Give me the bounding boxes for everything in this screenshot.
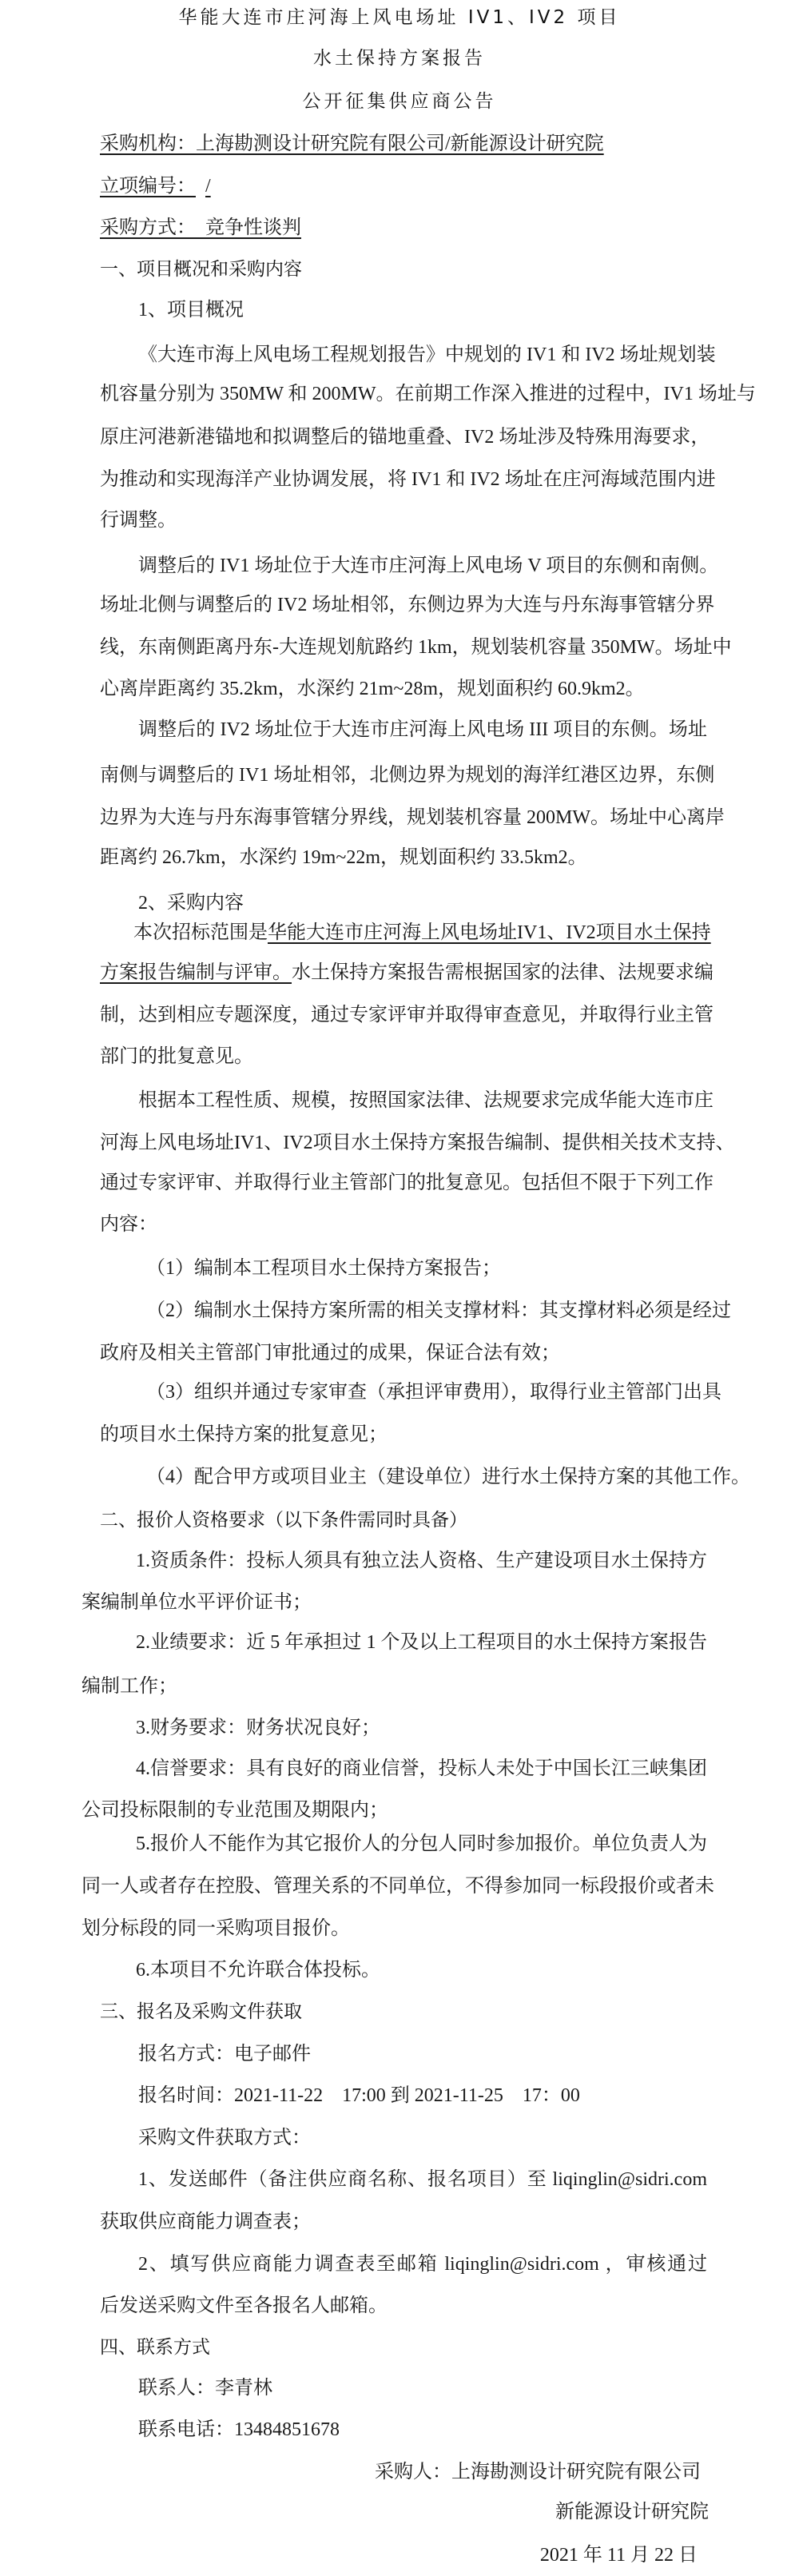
signature-date: 2021 年 11 月 22 日 <box>539 2545 698 2566</box>
paragraph-line: 原庄河港新港锚地和拟调整后的锚地重叠、IV2 场址涉及特殊用海要求， <box>100 427 710 448</box>
requirement-5-cont: 划分标段的同一采购项目报价。 <box>81 1918 350 1939</box>
work-item-2: （2）编制水土保持方案所需的相关支撑材料：其支撑材料必须是经过 <box>146 1300 731 1321</box>
purchaser-signature: 采购人：上海勘测设计研究院有限公司 <box>375 2462 701 2482</box>
work-item-1: （1）编制本工程项目水土保持方案报告； <box>146 1258 501 1279</box>
scope-line-2 <box>100 952 714 993</box>
paragraph-line: 调整后的 IV1 场址位于大连市庄河海上风电场 V 项目的东侧和南侧。 <box>138 555 719 576</box>
requirement-4: 4.信誉要求：具有良好的商业信誉，投标人未处于中国长江三峡集团 <box>136 1758 707 1779</box>
requirement-5: 5.报价人不能作为其它报价人的分包人同时参加报价。单位负责人为 <box>136 1833 707 1854</box>
requirement-1-cont: 案编制单位水平评价证书； <box>81 1592 312 1613</box>
step-1: 1、发送邮件（备注供应商名称、报名项目）至 liqinglin@sidri.com <box>138 2169 707 2190</box>
requirement-5-cont: 同一人或者存在控股、管理关系的不同单位，不得参加同一标段报价或者未 <box>81 1876 714 1897</box>
paragraph-line: 线，东南侧距离丹东-大连规划航路约 1km，规划装机容量 350MW。场址中 <box>100 637 732 658</box>
doc-title-line-2: 水土保持方案报告 <box>313 48 486 69</box>
project-number-label: 立项编号： <box>100 176 196 197</box>
paragraph-line: 行调整。 <box>100 510 177 531</box>
paragraph-line: 部门的批复意见。 <box>100 1046 253 1067</box>
requirement-1: 1.资质条件：投标人须具有独立法人资格、生产建设项目水土保持方 <box>136 1551 707 1571</box>
work-item-3-cont: 的项目水土保持方案的批复意见； <box>100 1424 388 1445</box>
signup-time: 报名时间：2021-11-22 17:00 到 2021-11-25 17：00 <box>138 2085 580 2106</box>
paragraph-line: 《大连市海上风电场工程规划报告》中规划的 IV1 和 IV2 场址规划装 <box>138 344 716 365</box>
scope-line-1 <box>133 912 711 954</box>
requirement-3: 3.财务要求：财务状况良好； <box>136 1718 380 1738</box>
section-heading-4: 四、联系方式 <box>100 2337 210 2358</box>
step-2-cont: 后发送采购文件至各报名人邮箱。 <box>100 2295 388 2316</box>
scope-prefix: 本次招标范围是 <box>133 922 268 943</box>
requirement-2: 2.业绩要求：近 5 年承担过 1 个及以上工程项目的水土保持方案报告 <box>136 1632 707 1653</box>
requirement-4-cont: 公司投标限制的专业范围及期限内； <box>81 1800 388 1821</box>
procurement-method-value: 竞争性谈判 <box>205 217 301 238</box>
procurement-method-label: 采购方式： <box>100 217 196 238</box>
doc-method-label: 采购文件获取方式： <box>138 2128 311 2148</box>
doc-title-line-3: 公开征集供应商公告 <box>302 91 497 112</box>
step-2: 2、填写供应商能力调查表至邮箱 liqinglin@sidri.com ，审核通过 <box>138 2254 707 2275</box>
paragraph-line: 调整后的 IV2 场址位于大连市庄河海上风电场 III 项目的东侧。场址 <box>138 719 707 740</box>
subheading-procurement-content: 2、采购内容 <box>138 893 244 914</box>
procurement-method <box>100 207 301 249</box>
work-item-4: （4）配合甲方或项目业主（建设单位）进行水土保持方案的其他工作。 <box>146 1467 750 1487</box>
paragraph-line: 场址北侧与调整后的 IV2 场址相邻，东侧边界为大连与丹东海事管辖分界 <box>100 595 715 615</box>
work-item-2-cont: 政府及相关主管部门审批通过的成果，保证合法有效； <box>100 1343 560 1364</box>
scope-underlined: 华能大连市庄河海上风电场址IV1、IV2项目水土保持 <box>268 922 711 943</box>
project-number-value: / <box>205 176 211 197</box>
contact-phone: 联系电话：13484851678 <box>138 2419 340 2440</box>
procurement-agency-label: 采购机构： <box>100 133 196 154</box>
subheading-project-overview: 1、项目概况 <box>138 300 244 321</box>
step-1-cont: 获取供应商能力调查表； <box>100 2212 311 2232</box>
paragraph-line: 内容： <box>100 1214 157 1235</box>
section-heading-1: 一、项目概况和采购内容 <box>100 259 302 280</box>
paragraph-line: 机容量分别为 350MW 和 200MW。在前期工作深入推进的过程中，IV1 场址与 <box>100 384 756 404</box>
paragraph-line: 为推动和实现海洋产业协调发展，将 IV1 和 IV2 场址在庄河海域范围内进 <box>100 469 716 490</box>
paragraph-line: 距离约 26.7km，水深约 19m~22m，规划面积约 33.5km2。 <box>100 847 587 868</box>
procurement-agency <box>100 123 610 165</box>
contact-person: 联系人：李青林 <box>138 2378 272 2399</box>
scope-text: 水土保持方案报告需根据国家的法律、法规要求编 <box>292 962 714 983</box>
scope-underlined: 方案报告编制与评审。 <box>100 962 292 983</box>
department-signature: 新能源设计研究院 <box>555 2502 709 2522</box>
work-item-3: （3）组织并通过专家审查（承担评审费用），取得行业主管部门出具 <box>146 1382 721 1403</box>
doc-title-line-1: 华能大连市庄河海上风电场址 IV1、IV2 项目 <box>178 7 621 28</box>
section-heading-3: 三、报名及采购文件获取 <box>100 2001 302 2022</box>
requirement-6: 6.本项目不允许联合体投标。 <box>136 1960 380 1981</box>
paragraph-line: 制，达到相应专题深度，通过专家评审并取得审查意见，并取得行业主管 <box>100 1005 714 1025</box>
section-heading-2: 二、报价人资格要求（以下条件需同时具备） <box>100 1510 467 1531</box>
paragraph-line: 通过专家评审、并取得行业主管部门的批复意见。包括但不限于下列工作 <box>100 1173 714 1193</box>
paragraph-line: 南侧与调整后的 IV1 场址相邻，北侧边界为规划的海洋红港区边界，东侧 <box>100 765 715 786</box>
requirement-2-cont: 编制工作； <box>81 1676 177 1697</box>
procurement-agency-value: 上海勘测设计研究院有限公司/新能源设计研究院 <box>196 133 604 154</box>
paragraph-line: 河海上风电场址IV1、IV2项目水土保持方案报告编制、提供相关技术支持、 <box>100 1133 735 1153</box>
paragraph-line: 根据本工程性质、规模，按照国家法律、法规要求完成华能大连市庄 <box>138 1090 714 1111</box>
paragraph-line: 边界为大连与丹东海事管辖分界线，规划装机容量 200MW。场址中心离岸 <box>100 807 725 828</box>
project-number <box>100 165 345 207</box>
signup-method: 报名方式：电子邮件 <box>138 2044 311 2064</box>
paragraph-line: 心离岸距离约 35.2km，水深约 21m~28m，规划面积约 60.9km2。 <box>100 679 645 699</box>
